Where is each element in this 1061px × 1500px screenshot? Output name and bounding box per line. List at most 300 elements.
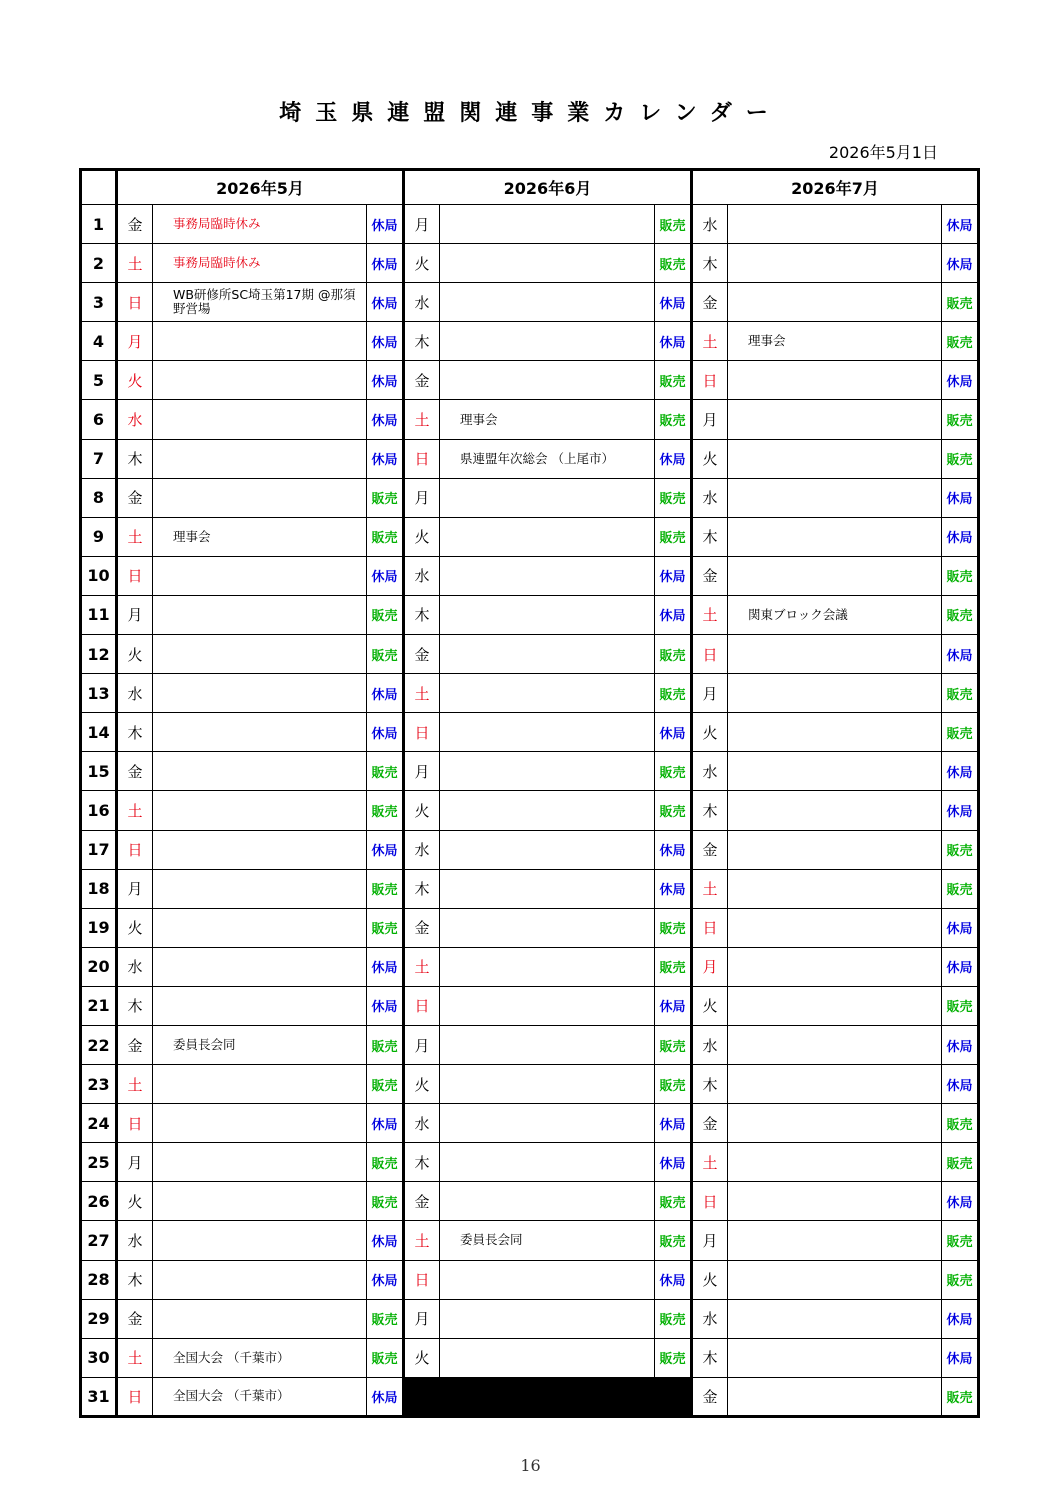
event-cell xyxy=(153,1143,367,1182)
day-number: 20 xyxy=(81,947,117,986)
status-cell: 販売 xyxy=(655,791,692,830)
status-cell: 販売 xyxy=(655,1299,692,1338)
weekday-cell: 木 xyxy=(404,1143,440,1182)
status-cell: 休局 xyxy=(655,713,692,752)
weekday-cell: 土 xyxy=(692,869,728,908)
day-number: 21 xyxy=(81,986,117,1025)
table-row xyxy=(81,752,979,791)
weekday-cell: 火 xyxy=(117,361,153,400)
event-cell xyxy=(440,1338,655,1377)
event-cell xyxy=(153,556,367,595)
event-cell xyxy=(440,752,655,791)
table-row xyxy=(81,713,979,752)
weekday-cell: 土 xyxy=(117,791,153,830)
weekday-cell: 月 xyxy=(117,595,153,634)
status-cell: 販売 xyxy=(942,400,979,439)
event-cell xyxy=(153,1104,367,1143)
status-cell: 休局 xyxy=(367,1260,404,1299)
status-cell: 販売 xyxy=(367,1143,404,1182)
weekday-cell: 月 xyxy=(404,478,440,517)
day-number: 16 xyxy=(81,791,117,830)
table-row xyxy=(81,1260,979,1299)
weekday-cell: 水 xyxy=(404,1104,440,1143)
event-cell xyxy=(728,635,942,674)
event-cell: 委員長会同 xyxy=(153,1025,367,1064)
event-cell: 全国大会 （千葉市） xyxy=(153,1338,367,1377)
event-cell xyxy=(440,947,655,986)
day-number: 13 xyxy=(81,674,117,713)
status-cell: 販売 xyxy=(942,1260,979,1299)
weekday-cell: 土 xyxy=(692,595,728,634)
weekday-cell: 月 xyxy=(404,205,440,244)
status-cell: 休局 xyxy=(942,635,979,674)
event-cell xyxy=(728,1182,942,1221)
table-row xyxy=(81,478,979,517)
event-cell xyxy=(728,752,942,791)
event-cell: 理事会 xyxy=(153,517,367,556)
status-cell: 販売 xyxy=(655,674,692,713)
status-cell: 販売 xyxy=(942,322,979,361)
event-cell xyxy=(153,1221,367,1260)
weekday-cell: 水 xyxy=(404,556,440,595)
table-row xyxy=(81,1182,979,1221)
status-cell: 休局 xyxy=(942,752,979,791)
status-cell: 販売 xyxy=(655,361,692,400)
status-cell: 販売 xyxy=(367,791,404,830)
weekday-cell: 木 xyxy=(404,322,440,361)
event-cell xyxy=(728,713,942,752)
event-cell xyxy=(728,1221,942,1260)
status-cell: 販売 xyxy=(367,478,404,517)
event-cell xyxy=(440,244,655,283)
status-cell: 販売 xyxy=(942,283,979,322)
status-cell: 販売 xyxy=(367,517,404,556)
event-cell xyxy=(440,1299,655,1338)
day-number: 2 xyxy=(81,244,117,283)
table-row xyxy=(81,1299,979,1338)
day-number: 6 xyxy=(81,400,117,439)
table-row xyxy=(81,674,979,713)
status-cell: 販売 xyxy=(367,635,404,674)
table-row xyxy=(81,556,979,595)
table-row xyxy=(81,947,979,986)
status-cell: 販売 xyxy=(655,1221,692,1260)
weekday-cell: 金 xyxy=(404,635,440,674)
weekday-cell: 火 xyxy=(692,1260,728,1299)
day-number: 15 xyxy=(81,752,117,791)
status-cell: 休局 xyxy=(942,361,979,400)
table-row xyxy=(81,986,979,1025)
weekday-cell: 水 xyxy=(692,478,728,517)
status-cell: 休局 xyxy=(942,1182,979,1221)
day-number: 12 xyxy=(81,635,117,674)
event-cell: 全国大会 （千葉市） xyxy=(153,1377,367,1416)
weekday-cell: 日 xyxy=(692,361,728,400)
status-cell: 販売 xyxy=(942,439,979,478)
weekday-cell: 金 xyxy=(117,1025,153,1064)
event-cell xyxy=(728,1377,942,1416)
weekday-cell: 水 xyxy=(692,752,728,791)
weekday-cell: 水 xyxy=(692,1025,728,1064)
event-cell xyxy=(153,1299,367,1338)
day-number: 23 xyxy=(81,1065,117,1104)
event-cell xyxy=(728,478,942,517)
status-cell: 販売 xyxy=(655,1182,692,1221)
day-number: 8 xyxy=(81,478,117,517)
day-number: 22 xyxy=(81,1025,117,1064)
status-cell: 販売 xyxy=(655,947,692,986)
event-cell xyxy=(728,205,942,244)
weekday-cell: 金 xyxy=(692,1104,728,1143)
weekday-cell: 火 xyxy=(404,791,440,830)
weekday-cell: 日 xyxy=(404,1260,440,1299)
status-cell: 休局 xyxy=(367,400,404,439)
event-cell xyxy=(153,830,367,869)
event-cell xyxy=(728,361,942,400)
event-cell xyxy=(153,1260,367,1299)
weekday-cell: 金 xyxy=(404,361,440,400)
weekday-cell: 木 xyxy=(117,986,153,1025)
day-number: 31 xyxy=(81,1377,117,1416)
weekday-cell: 月 xyxy=(117,869,153,908)
event-cell xyxy=(440,986,655,1025)
month-header: 2026年6月 xyxy=(404,170,692,205)
weekday-cell: 土 xyxy=(117,244,153,283)
event-cell xyxy=(440,1104,655,1143)
weekday-cell: 火 xyxy=(404,517,440,556)
event-cell xyxy=(728,908,942,947)
event-cell xyxy=(153,322,367,361)
status-cell: 休局 xyxy=(367,283,404,322)
day-number: 27 xyxy=(81,1221,117,1260)
event-cell xyxy=(440,674,655,713)
status-cell: 販売 xyxy=(655,517,692,556)
weekday-cell: 月 xyxy=(404,1299,440,1338)
nonexistent-date-cell xyxy=(404,1377,692,1416)
status-cell: 休局 xyxy=(367,439,404,478)
status-cell: 販売 xyxy=(367,908,404,947)
event-cell xyxy=(440,283,655,322)
event-cell xyxy=(728,830,942,869)
table-row xyxy=(81,322,979,361)
table-row xyxy=(81,830,979,869)
status-cell: 休局 xyxy=(942,908,979,947)
weekday-cell: 金 xyxy=(692,556,728,595)
event-cell xyxy=(153,986,367,1025)
event-cell: 理事会 xyxy=(440,400,655,439)
status-cell: 販売 xyxy=(367,869,404,908)
event-cell xyxy=(728,556,942,595)
month-header: 2026年5月 xyxy=(117,170,404,205)
table-row xyxy=(81,361,979,400)
status-cell: 販売 xyxy=(655,478,692,517)
status-cell: 販売 xyxy=(655,1025,692,1064)
status-cell: 休局 xyxy=(942,791,979,830)
status-cell: 販売 xyxy=(367,1299,404,1338)
weekday-cell: 金 xyxy=(117,752,153,791)
status-cell: 休局 xyxy=(655,595,692,634)
day-number: 17 xyxy=(81,830,117,869)
status-cell: 休局 xyxy=(655,556,692,595)
table-row xyxy=(81,400,979,439)
weekday-cell: 火 xyxy=(692,986,728,1025)
status-cell: 販売 xyxy=(942,1377,979,1416)
status-cell: 販売 xyxy=(942,713,979,752)
status-cell: 販売 xyxy=(942,869,979,908)
event-cell xyxy=(728,986,942,1025)
weekday-cell: 水 xyxy=(692,205,728,244)
weekday-cell: 金 xyxy=(404,1182,440,1221)
table-row xyxy=(81,1338,979,1377)
weekday-cell: 日 xyxy=(117,283,153,322)
status-cell: 販売 xyxy=(655,1338,692,1377)
event-cell: 理事会 xyxy=(728,322,942,361)
weekday-cell: 水 xyxy=(404,830,440,869)
page-title: 埼玉県連盟関連事業カレンダー xyxy=(279,101,782,126)
event-cell xyxy=(728,244,942,283)
day-number: 3 xyxy=(81,283,117,322)
weekday-cell: 火 xyxy=(404,1338,440,1377)
event-cell xyxy=(728,1299,942,1338)
weekday-cell: 金 xyxy=(117,1299,153,1338)
event-cell xyxy=(153,947,367,986)
weekday-cell: 月 xyxy=(692,400,728,439)
weekday-cell: 金 xyxy=(117,478,153,517)
weekday-cell: 土 xyxy=(692,1143,728,1182)
weekday-cell: 水 xyxy=(692,1299,728,1338)
status-cell: 休局 xyxy=(367,205,404,244)
event-cell xyxy=(153,752,367,791)
weekday-cell: 日 xyxy=(692,908,728,947)
weekday-cell: 木 xyxy=(404,869,440,908)
calendar-table xyxy=(79,168,980,1418)
status-cell: 販売 xyxy=(655,244,692,283)
status-cell: 販売 xyxy=(655,400,692,439)
weekday-cell: 水 xyxy=(117,947,153,986)
table-row xyxy=(81,517,979,556)
event-cell xyxy=(153,791,367,830)
day-number: 26 xyxy=(81,1182,117,1221)
status-cell: 販売 xyxy=(655,752,692,791)
event-cell xyxy=(440,635,655,674)
table-row xyxy=(81,283,979,322)
weekday-cell: 月 xyxy=(692,674,728,713)
weekday-cell: 木 xyxy=(692,517,728,556)
header-day-corner xyxy=(81,170,117,205)
day-number: 29 xyxy=(81,1299,117,1338)
day-number: 7 xyxy=(81,439,117,478)
event-cell xyxy=(153,439,367,478)
event-cell xyxy=(728,869,942,908)
status-cell: 販売 xyxy=(942,1104,979,1143)
status-cell: 休局 xyxy=(367,322,404,361)
status-cell: 販売 xyxy=(367,595,404,634)
event-cell xyxy=(728,947,942,986)
event-cell xyxy=(728,439,942,478)
header-row xyxy=(81,170,979,205)
event-cell xyxy=(440,322,655,361)
weekday-cell: 月 xyxy=(117,1143,153,1182)
event-cell: 関東ブロック会議 xyxy=(728,595,942,634)
status-cell: 販売 xyxy=(367,1065,404,1104)
status-cell: 販売 xyxy=(942,556,979,595)
table-row xyxy=(81,244,979,283)
status-cell: 休局 xyxy=(942,1299,979,1338)
weekday-cell: 金 xyxy=(692,830,728,869)
status-cell: 販売 xyxy=(942,595,979,634)
weekday-cell: 火 xyxy=(117,908,153,947)
status-cell: 販売 xyxy=(367,1182,404,1221)
weekday-cell: 日 xyxy=(692,635,728,674)
status-cell: 休局 xyxy=(942,947,979,986)
event-cell xyxy=(440,1182,655,1221)
event-cell xyxy=(440,1260,655,1299)
event-cell: 委員長会同 xyxy=(440,1221,655,1260)
weekday-cell: 月 xyxy=(692,947,728,986)
status-cell: 休局 xyxy=(942,1065,979,1104)
table-row xyxy=(81,791,979,830)
status-cell: 販売 xyxy=(942,1221,979,1260)
weekday-cell: 日 xyxy=(117,1104,153,1143)
event-cell xyxy=(440,830,655,869)
table-row xyxy=(81,635,979,674)
event-cell xyxy=(440,478,655,517)
event-cell xyxy=(440,869,655,908)
weekday-cell: 日 xyxy=(404,713,440,752)
weekday-cell: 日 xyxy=(117,830,153,869)
event-cell xyxy=(728,1143,942,1182)
weekday-cell: 木 xyxy=(117,713,153,752)
status-cell: 販売 xyxy=(655,205,692,244)
status-cell: 休局 xyxy=(655,439,692,478)
weekday-cell: 月 xyxy=(404,1025,440,1064)
weekday-cell: 月 xyxy=(117,322,153,361)
status-cell: 販売 xyxy=(942,830,979,869)
event-cell xyxy=(728,1025,942,1064)
weekday-cell: 土 xyxy=(404,947,440,986)
weekday-cell: 日 xyxy=(117,1377,153,1416)
event-cell xyxy=(153,1065,367,1104)
weekday-cell: 木 xyxy=(692,244,728,283)
status-cell: 休局 xyxy=(367,244,404,283)
day-number: 5 xyxy=(81,361,117,400)
status-cell: 休局 xyxy=(367,1104,404,1143)
status-cell: 休局 xyxy=(942,205,979,244)
weekday-cell: 日 xyxy=(404,439,440,478)
table-row xyxy=(81,205,979,244)
event-cell xyxy=(153,674,367,713)
page-number: 16 xyxy=(520,1456,541,1475)
event-cell xyxy=(728,674,942,713)
status-cell: 販売 xyxy=(367,1338,404,1377)
weekday-cell: 水 xyxy=(117,400,153,439)
status-cell: 休局 xyxy=(655,1260,692,1299)
weekday-cell: 水 xyxy=(404,283,440,322)
event-cell: 事務局臨時休み xyxy=(153,205,367,244)
status-cell: 休局 xyxy=(942,244,979,283)
day-number: 14 xyxy=(81,713,117,752)
issue-date: 2026年5月1日 xyxy=(828,143,938,162)
event-cell xyxy=(440,1065,655,1104)
status-cell: 販売 xyxy=(942,986,979,1025)
event-cell xyxy=(153,869,367,908)
table-row xyxy=(81,1025,979,1064)
status-cell: 販売 xyxy=(655,908,692,947)
status-cell: 休局 xyxy=(367,830,404,869)
weekday-cell: 水 xyxy=(117,674,153,713)
event-cell xyxy=(440,361,655,400)
table-row xyxy=(81,1104,979,1143)
day-number: 9 xyxy=(81,517,117,556)
day-number: 24 xyxy=(81,1104,117,1143)
event-cell xyxy=(728,1260,942,1299)
weekday-cell: 火 xyxy=(117,635,153,674)
month-header: 2026年7月 xyxy=(692,170,979,205)
status-cell: 休局 xyxy=(367,1221,404,1260)
status-cell: 休局 xyxy=(655,322,692,361)
weekday-cell: 火 xyxy=(692,713,728,752)
event-cell xyxy=(440,517,655,556)
status-cell: 販売 xyxy=(942,1143,979,1182)
status-cell: 販売 xyxy=(655,635,692,674)
status-cell: 休局 xyxy=(655,283,692,322)
weekday-cell: 月 xyxy=(404,752,440,791)
table-row xyxy=(81,1377,979,1416)
status-cell: 休局 xyxy=(367,674,404,713)
event-cell xyxy=(153,361,367,400)
status-cell: 休局 xyxy=(367,947,404,986)
weekday-cell: 木 xyxy=(404,595,440,634)
status-cell: 休局 xyxy=(655,1143,692,1182)
event-cell xyxy=(440,205,655,244)
weekday-cell: 火 xyxy=(404,244,440,283)
weekday-cell: 木 xyxy=(117,439,153,478)
weekday-cell: 火 xyxy=(692,439,728,478)
weekday-cell: 木 xyxy=(692,791,728,830)
weekday-cell: 金 xyxy=(692,283,728,322)
table-row xyxy=(81,1221,979,1260)
event-cell: WB研修所SC埼玉第17期 @那須野営場 xyxy=(153,283,367,322)
status-cell: 休局 xyxy=(655,869,692,908)
event-cell xyxy=(728,1065,942,1104)
status-cell: 販売 xyxy=(367,752,404,791)
status-cell: 休局 xyxy=(655,986,692,1025)
table-row xyxy=(81,595,979,634)
day-number: 11 xyxy=(81,595,117,634)
weekday-cell: 土 xyxy=(404,674,440,713)
event-cell: 事務局臨時休み xyxy=(153,244,367,283)
weekday-cell: 土 xyxy=(117,1338,153,1377)
status-cell: 休局 xyxy=(367,556,404,595)
day-number: 30 xyxy=(81,1338,117,1377)
table-row xyxy=(81,869,979,908)
event-cell xyxy=(153,713,367,752)
weekday-cell: 土 xyxy=(404,1221,440,1260)
event-cell xyxy=(728,283,942,322)
day-number: 18 xyxy=(81,869,117,908)
status-cell: 休局 xyxy=(655,830,692,869)
status-cell: 休局 xyxy=(942,517,979,556)
status-cell: 休局 xyxy=(942,1338,979,1377)
event-cell xyxy=(728,1104,942,1143)
weekday-cell: 金 xyxy=(404,908,440,947)
event-cell xyxy=(440,1143,655,1182)
day-number: 1 xyxy=(81,205,117,244)
weekday-cell: 金 xyxy=(692,1377,728,1416)
status-cell: 休局 xyxy=(367,713,404,752)
weekday-cell: 金 xyxy=(117,205,153,244)
status-cell: 販売 xyxy=(655,1065,692,1104)
